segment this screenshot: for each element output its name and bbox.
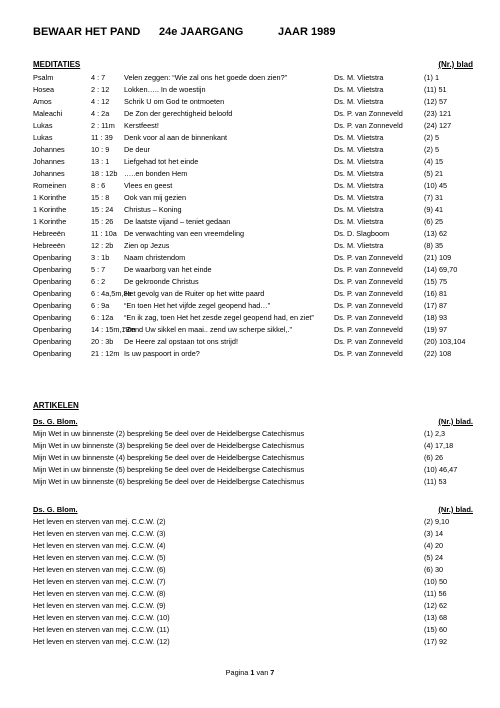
meditatie-ref: 4 : 12 <box>91 97 110 106</box>
meditatie-title: Schrik U om God te ontmoeten <box>124 97 225 106</box>
meditatie-author: Ds. P. van Zonneveld <box>334 349 403 358</box>
footer-mid: van <box>256 668 269 677</box>
meditatie-ref: 15 : 24 <box>91 205 114 214</box>
meditatie-ref: 6 : 9a <box>91 301 110 310</box>
meditatie-book: 1 Korinthe <box>33 217 67 226</box>
meditatie-ref: 4 : 7 <box>91 73 106 82</box>
meditaties-list <box>33 72 473 360</box>
artikel-row <box>33 564 473 576</box>
meditatie-nr-blad: (13) 62 <box>424 229 448 238</box>
artikel-title: Het leven en sterven van mej. C.C.W. (10) <box>33 613 170 622</box>
meditatie-book: Hebreeën <box>33 241 66 250</box>
artikel-nr-blad: (13) 68 <box>424 613 448 622</box>
meditatie-book: Lukas <box>33 133 53 142</box>
meditatie-nr-blad: (24) 127 <box>424 121 452 130</box>
meditaties-heading: MEDITATIES <box>33 60 81 69</box>
artikel-row <box>33 440 473 452</box>
artikel-nr-blad: (10) 46,47 <box>424 465 458 474</box>
meditatie-row <box>33 252 473 264</box>
meditatie-title: Is uw paspoort in orde? <box>124 349 200 358</box>
meditatie-row <box>33 348 473 360</box>
meditaties-heading-row <box>33 60 473 72</box>
meditatie-ref: 2 : 12 <box>91 85 110 94</box>
meditatie-author: Ds. P. van Zonneveld <box>334 337 403 346</box>
artikel-nr-blad: (4) 17,18 <box>424 441 454 450</box>
meditatie-author: Ds. M. Vlietstra <box>334 217 384 226</box>
meditatie-ref: 8 : 6 <box>91 181 106 190</box>
meditatie-title: Het gevolg van de Ruiter op het witte paard <box>124 289 265 298</box>
artikel-title: Het leven en sterven van mej. C.C.W. (9) <box>33 601 166 610</box>
meditatie-title: Vlees en geest <box>124 181 173 190</box>
meditatie-nr-blad: (6) 25 <box>424 217 444 226</box>
meditatie-nr-blad: (4) 15 <box>424 157 444 166</box>
meditatie-title: De laatste vijand – teniet gedaan <box>124 217 231 226</box>
artikel-title: Mijn Wet in uw binnenste (6) bespreking 5e deel over de Heidelbergse Catechismus <box>33 477 305 486</box>
artikel-row <box>33 476 473 488</box>
meditatie-book: Openbaring <box>33 277 72 286</box>
artikelen-heading-row <box>33 401 473 413</box>
meditatie-title: “Zend Uw sikkel en maai.. zend uw scherpe sikkel,.” <box>124 325 292 334</box>
meditatie-book: Johannes <box>33 145 65 154</box>
meditatie-row <box>33 300 473 312</box>
artikel-nr-blad: (3) 14 <box>424 529 444 538</box>
meditatie-nr-blad: (11) 51 <box>424 85 447 94</box>
artikel-row <box>33 600 473 612</box>
meditatie-row <box>33 192 473 204</box>
artikel-nr-blad: (15) 60 <box>424 625 448 634</box>
page-footer <box>0 668 500 677</box>
artikel-nr-blad: (12) 62 <box>424 601 448 610</box>
meditatie-nr-blad: (19) 97 <box>424 325 448 334</box>
meditatie-row <box>33 132 473 144</box>
artikel-nr-blad: (11) 53 <box>424 477 447 486</box>
meditatie-book: Johannes <box>33 157 65 166</box>
meditatie-ref: 6 : 2 <box>91 277 106 286</box>
meditatie-ref: 18 : 12b <box>91 169 118 178</box>
meditatie-author: Ds. P. van Zonneveld <box>334 265 403 274</box>
meditatie-nr-blad: (12) 57 <box>424 97 448 106</box>
meditatie-ref: 11 : 10a <box>91 229 117 238</box>
meditatie-row <box>33 216 473 228</box>
meditatie-nr-blad: (1) 1 <box>424 73 440 82</box>
group-2-col-right: (Nr.) blad. <box>438 505 473 514</box>
meditatie-row <box>33 96 473 108</box>
meditatie-title: Velen zeggen: “Wie zal ons het goede doen zien?” <box>124 73 288 82</box>
meditatie-ref: 3 : 1b <box>91 253 110 262</box>
meditatie-row <box>33 288 473 300</box>
meditatie-author: Ds. M. Vlietstra <box>334 205 384 214</box>
meditatie-nr-blad: (20) 103,104 <box>424 337 466 346</box>
meditatie-book: Openbaring <box>33 325 72 334</box>
meditatie-title: Kerstfeest! <box>124 121 159 130</box>
meditatie-row <box>33 228 473 240</box>
meditatie-title: De waarborg van het einde <box>124 265 212 274</box>
meditatie-book: Openbaring <box>33 253 72 262</box>
meditatie-author: Ds. M. Vlietstra <box>334 85 384 94</box>
meditatie-nr-blad: (7) 31 <box>424 193 444 202</box>
meditatie-book: Amos <box>33 97 52 106</box>
artikel-title: Het leven en sterven van mej. C.C.W. (4) <box>33 541 166 550</box>
artikel-row <box>33 552 473 564</box>
artikel-row <box>33 516 473 528</box>
meditatie-author: Ds. P. van Zonneveld <box>334 325 403 334</box>
meditatie-title: “En toen Het het vijfde zegel geopend had…” <box>124 301 271 310</box>
artikel-row <box>33 540 473 552</box>
meditatie-ref: 20 : 3b <box>91 337 114 346</box>
meditatie-nr-blad: (17) 87 <box>424 301 448 310</box>
artikel-nr-blad: (1) 2,3 <box>424 429 446 438</box>
artikel-row <box>33 576 473 588</box>
group-1-author: Ds. G. Blom. <box>33 417 78 426</box>
group-2-heading-row <box>33 504 473 516</box>
footer-prefix: Pagina <box>225 668 249 677</box>
artikel-row <box>33 452 473 464</box>
meditatie-author: Ds. P. van Zonneveld <box>334 313 403 322</box>
artikel-title: Mijn Wet in uw binnenste (3) bespreking 5e deel over de Heidelbergse Catechismus <box>33 441 305 450</box>
meditatie-book: Openbaring <box>33 289 72 298</box>
artikel-title: Het leven en sterven van mej. C.C.W. (5) <box>33 553 166 562</box>
document-title <box>33 26 473 40</box>
meditatie-title: Denk voor al aan de binnenkant <box>124 133 228 142</box>
artikel-row <box>33 636 473 648</box>
artikelen-group-1 <box>33 416 473 488</box>
meditatie-book: Openbaring <box>33 349 72 358</box>
meditatie-row <box>33 72 473 84</box>
meditatie-title: De deur <box>124 145 150 154</box>
artikel-row <box>33 528 473 540</box>
meditatie-row <box>33 120 473 132</box>
meditatie-row <box>33 84 473 96</box>
meditatie-author: Ds. M. Vlietstra <box>334 169 384 178</box>
meditatie-nr-blad: (23) 121 <box>424 109 452 118</box>
meditatie-book: 1 Korinthe <box>33 205 67 214</box>
meditatie-book: Maleachi <box>33 109 63 118</box>
meditatie-row <box>33 144 473 156</box>
artikelen-section <box>33 401 473 413</box>
meditatie-ref: 6 : 4a,5m,8a <box>91 289 132 298</box>
artikel-title: Het leven en sterven van mej. C.C.W. (7) <box>33 577 166 586</box>
meditatie-book: Hosea <box>33 85 55 94</box>
meditatie-row <box>33 180 473 192</box>
artikel-nr-blad: (6) 26 <box>424 453 444 462</box>
meditatie-title: Ook van mij gezien <box>124 193 187 202</box>
meditatie-title: De Zon der gerechtigheid beloofd <box>124 109 233 118</box>
meditatie-nr-blad: (10) 45 <box>424 181 448 190</box>
meditatie-nr-blad: (22) 108 <box>424 349 452 358</box>
artikelen-group-2 <box>33 504 473 648</box>
meditatie-title: Naam christendom <box>124 253 186 262</box>
title-left: BEWAAR HET PAND <box>33 26 141 38</box>
meditatie-book: Openbaring <box>33 301 72 310</box>
artikel-nr-blad: (5) 24 <box>424 553 444 562</box>
meditatie-book: Psalm <box>33 73 54 82</box>
meditatie-author: Ds. M. Vlietstra <box>334 157 384 166</box>
meditatie-nr-blad: (8) 35 <box>424 241 444 250</box>
meditatie-author: Ds. P. van Zonneveld <box>334 253 403 262</box>
meditatie-title: De Heere zal opstaan tot ons strijd! <box>124 337 238 346</box>
meditatie-row <box>33 324 473 336</box>
meditatie-row <box>33 108 473 120</box>
meditatie-book: 1 Korinthe <box>33 193 67 202</box>
meditatie-ref: 14 : 15m,18m <box>91 325 136 334</box>
artikel-title: Het leven en sterven van mej. C.C.W. (12) <box>33 637 170 646</box>
meditatie-nr-blad: (2) 5 <box>424 133 440 142</box>
meditatie-book: Openbaring <box>33 313 72 322</box>
meditatie-title: …..en bonden Hem <box>124 169 188 178</box>
group-1-heading-row <box>33 416 473 428</box>
artikel-row <box>33 588 473 600</box>
meditatie-row <box>33 336 473 348</box>
artikel-title: Het leven en sterven van mej. C.C.W. (11) <box>33 625 170 634</box>
meditatie-nr-blad: (2) 5 <box>424 145 440 154</box>
meditatie-author: Ds. P. van Zonneveld <box>334 289 403 298</box>
meditatie-author: Ds. P. van Zonneveld <box>334 277 403 286</box>
meditatie-title: De gekroonde Christus <box>124 277 199 286</box>
meditatie-author: Ds. D. Slagboom <box>334 229 390 238</box>
meditatie-ref: 13 : 1 <box>91 157 110 166</box>
meditatie-ref: 5 : 7 <box>91 265 106 274</box>
artikel-nr-blad: (6) 30 <box>424 565 444 574</box>
meditatie-author: Ds. M. Vlietstra <box>334 133 384 142</box>
group-2-list <box>33 516 473 648</box>
artikel-nr-blad: (2) 9,10 <box>424 517 450 526</box>
artikel-row <box>33 624 473 636</box>
meditatie-title: De verwachting van een vreemdeling <box>124 229 245 238</box>
meditatie-author: Ds. M. Vlietstra <box>334 241 384 250</box>
meditatie-ref: 21 : 12m <box>91 349 120 358</box>
meditatie-title: Lokken….. In de woestijn <box>124 85 206 94</box>
meditatie-title: Zien op Jezus <box>124 241 170 250</box>
group-1-list <box>33 428 473 488</box>
artikelen-heading: ARTIKELEN <box>33 401 79 410</box>
meditatie-book: Openbaring <box>33 265 72 274</box>
artikel-nr-blad: (4) 20 <box>424 541 444 550</box>
meditatie-row <box>33 240 473 252</box>
meditatie-title: Liefgehad tot het einde <box>124 157 199 166</box>
artikel-title: Mijn Wet in uw binnenste (5) bespreking 5e deel over de Heidelbergse Catechismus <box>33 465 305 474</box>
meditaties-section <box>33 60 473 360</box>
meditatie-ref: 4 : 2a <box>91 109 110 118</box>
meditatie-author: Ds. P. van Zonneveld <box>334 121 403 130</box>
meditatie-author: Ds. M. Vlietstra <box>334 97 384 106</box>
group-2-author: Ds. G. Blom. <box>33 505 78 514</box>
meditatie-nr-blad: (16) 81 <box>424 289 448 298</box>
artikel-title: Mijn Wet in uw binnenste (4) bespreking 5e deel over de Heidelbergse Catechismus <box>33 453 305 462</box>
artikel-title: Het leven en sterven van mej. C.C.W. (2) <box>33 517 166 526</box>
meditatie-row <box>33 312 473 324</box>
meditatie-ref: 15 : 26 <box>91 217 114 226</box>
meditatie-nr-blad: (21) 109 <box>424 253 452 262</box>
footer-page-total: 7 <box>270 668 275 677</box>
meditatie-row <box>33 276 473 288</box>
meditatie-book: Openbaring <box>33 337 72 346</box>
meditatie-author: Ds. M. Vlietstra <box>334 145 384 154</box>
artikel-title: Het leven en sterven van mej. C.C.W. (6) <box>33 565 166 574</box>
meditatie-author: Ds. M. Vlietstra <box>334 73 384 82</box>
artikel-title: Mijn Wet in uw binnenste (2) bespreking 5e deel over de Heidelbergse Catechismus <box>33 429 305 438</box>
meditatie-title: “En ik zag, toen Het het zesde zegel geopend had, en ziet” <box>124 313 314 322</box>
meditatie-row <box>33 168 473 180</box>
meditatie-author: Ds. P. van Zonneveld <box>334 109 403 118</box>
group-1-col-right: (Nr.) blad. <box>438 417 473 426</box>
meditatie-book: Romeinen <box>33 181 67 190</box>
artikel-nr-blad: (17) 92 <box>424 637 448 646</box>
artikel-row <box>33 464 473 476</box>
meditatie-ref: 12 : 2b <box>91 241 114 250</box>
artikel-nr-blad: (10) 50 <box>424 577 448 586</box>
meditatie-nr-blad: (5) 21 <box>424 169 444 178</box>
meditatie-book: Johannes <box>33 169 65 178</box>
meditatie-nr-blad: (15) 75 <box>424 277 448 286</box>
title-mid: 24e JAARGANG <box>159 26 244 38</box>
meditatie-ref: 11 : 39 <box>91 133 113 142</box>
artikel-title: Het leven en sterven van mej. C.C.W. (8) <box>33 589 166 598</box>
title-right: JAAR 1989 <box>278 26 336 38</box>
meditatie-author: Ds. P. van Zonneveld <box>334 301 403 310</box>
meditatie-nr-blad: (18) 93 <box>424 313 448 322</box>
meditatie-nr-blad: (14) 69,70 <box>424 265 458 274</box>
meditatie-book: Lukas <box>33 121 53 130</box>
meditatie-author: Ds. M. Vlietstra <box>334 181 384 190</box>
meditatie-author: Ds. M. Vlietstra <box>334 193 384 202</box>
meditatie-book: Hebreeën <box>33 229 66 238</box>
meditatie-nr-blad: (9) 41 <box>424 205 444 214</box>
meditatie-row <box>33 156 473 168</box>
meditatie-ref: 2 : 11m <box>91 121 115 130</box>
footer-page-number: 1 <box>250 668 255 677</box>
meditatie-row <box>33 264 473 276</box>
meditatie-ref: 6 : 12a <box>91 313 114 322</box>
artikel-row <box>33 428 473 440</box>
meditatie-title: Christus – Koning <box>124 205 182 214</box>
meditatie-ref: 10 : 9 <box>91 145 110 154</box>
artikel-title: Het leven en sterven van mej. C.C.W. (3) <box>33 529 166 538</box>
meditatie-row <box>33 204 473 216</box>
meditaties-col-right: (Nr.) blad <box>438 60 473 69</box>
artikel-row <box>33 612 473 624</box>
meditatie-ref: 15 : 8 <box>91 193 110 202</box>
artikel-nr-blad: (11) 56 <box>424 589 447 598</box>
